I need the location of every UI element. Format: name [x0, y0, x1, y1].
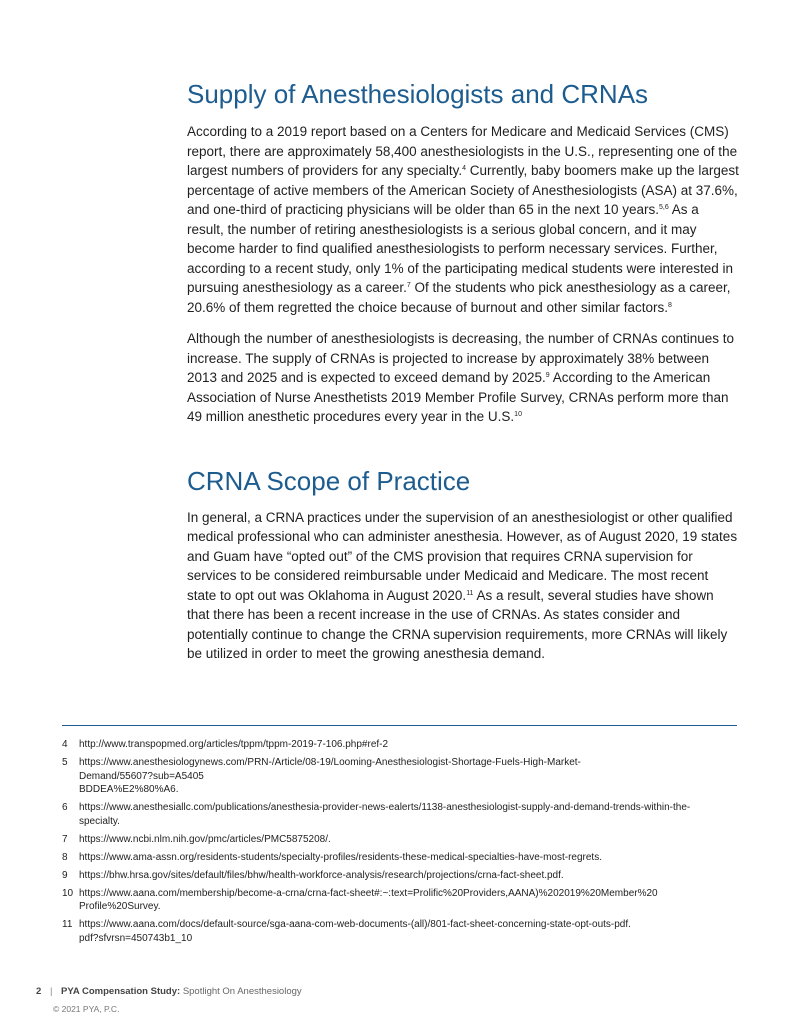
footnote-ref: 7 [406, 282, 411, 289]
footer-separator: | [49, 986, 53, 997]
footnote-ref: 5,6 [659, 204, 669, 211]
paragraph: According to a 2019 report based on a Centers for Medicare and Medicaid Services (CMS) report, there are approximately 58,400 anesthesiologists in the U.S., representing one of the largest numbers of providers for any specialty.$^4$ Currently, baby boomers make up the largest percentage of active members of the American Society of Anesthesiologists (ASA) at 37.6%, and one-third of practicing physicians will be older than 65 in the next 10 years.$^{5,6}$ As a result, the number of retiring anesthesiologists is a serious global concern, and it may become harder to find qualified anesthesiologists to perform necessary services. Further, according to a recent study, only 1% of the participating medical students were interested in pursuing anesthesiology as a career.$^7$ Of the students who pick anesthesiology as a career, 20.6% of them regretted the choice because of burnout and other similar factors.$^8$ [187, 124, 739, 315]
footnote-link[interactable] [79, 869, 737, 883]
paragraph: In general, a CRNA practices under the supervision of an anesthesiologist or other qualified medical professional who can administer anesthesia. However, as of August 2020, 19 states and Guam have “opted out” of the CMS provision that requires CRNA supervision for services to be considered reimbursable under Medicaid and Medicare. The most recent state to opt out was Oklahoma in August 2020.11 As a result, several studies have shown that there has been a recent increase in the use of CRNAs. As states consider and potentially continue to change the CRNA supervision requirements, more CRNAs will likely be utilized in order to meet the growing anesthesia demand. [187, 509, 738, 661]
section-heading-scope: CRNA Scope of Practice [187, 465, 471, 496]
footnote-link[interactable] [79, 801, 737, 828]
footnote-line: https://www.aana.com/docs/default-source/sga-aana-com-web-documents-(all)/801-fact-sheet-concerning-state-opt-outs-pdf. [79, 919, 631, 930]
page-number: 2 [36, 986, 42, 997]
footnote-ref: 8 [668, 301, 672, 309]
footnote-item [62, 833, 737, 847]
footnote-line: specialty. [79, 815, 120, 827]
footnote-line: http://www.transpopmed.org/articles/tppm/tppm-2019-7-106.php#ref-2 [79, 739, 389, 750]
footnote-number: 6 [62, 802, 68, 813]
footnote-ref: 4 [462, 165, 467, 172]
footnote-number: 7 [62, 833, 68, 845]
footnote-number: 4 [62, 739, 68, 750]
footnote-number: 8 [62, 851, 68, 863]
footnote-link[interactable] [79, 756, 737, 797]
footnote-line: pdf?sfvrsn=450743b1_10 [79, 932, 193, 944]
paragraph: Although the number of anesthesiologists is decreasing, the number of CRNAs continues to increase. The supply of CRNAs is projected to increase by approximately 38% between 2013 and 2025 and is expected to exceed demand by 2025.$^9$ According to the American Association of Nurse Anesthetists 2019 Member Profile Survey, CRNAs perform more than 49 million anesthetic procedures every year in the U.S.$^{10}$ [187, 331, 735, 424]
footnote-item [62, 869, 737, 883]
footnote-ref: 10 [514, 411, 522, 418]
footnote-ref: 11 [466, 589, 474, 597]
footnote-item [62, 851, 737, 865]
footnote-line: https://www.aana.com/membership/become-a-crna/crna-fact-sheet#:~:text=Prolific%20Providers,AANA)%202019%20Member%20 [79, 887, 658, 899]
copyright: © 2021 PYA, P.C. [53, 1004, 120, 1014]
footnote-line: https://www.ncbi.nlm.nih.gov/pmc/articles/PMC5875208/. [79, 833, 331, 845]
footnote-line: https://www.anesthesiologynews.com/PRN-/Article/08-19/Looming-Anesthesiologist-Shortage-Fuels-High-Market- [79, 757, 581, 768]
footnote-number: 10 [62, 887, 74, 899]
footnote-line: Demand/55607?sub=A5405 [79, 770, 204, 782]
footnotes-list [62, 738, 737, 950]
footer-study-subtitle: Spotlight On Anesthesiology [182, 986, 302, 997]
footer-study-title: PYA Compensation Study: [61, 986, 181, 997]
footnote-item [62, 738, 737, 752]
footnote-line: https://www.anesthesiallc.com/publications/anesthesia-provider-news-ealerts/1138-anesthesiologist-supply-and-demand-trends-within-the- [79, 802, 691, 813]
footnote-link[interactable] [79, 833, 737, 847]
footnote-line: https://www.ama-assn.org/residents-students/specialty-profiles/residents-these-medical-specialties-have-most-regrets. [79, 851, 602, 863]
footnote-number: 5 [62, 757, 68, 768]
page-footer [36, 985, 302, 998]
footnote-link[interactable] [79, 738, 737, 752]
footnote-ref: 9 [545, 372, 550, 379]
footnote-line: Profile%20Survey. [79, 901, 161, 912]
main-content [187, 78, 739, 676]
footnote-link[interactable] [79, 887, 737, 914]
footnote-link[interactable] [79, 851, 737, 865]
footnote-line: https://bhw.hrsa.gov/sites/default/files/bhw/health-workforce-analysis/research/projections/crna-fact-sheet.pdf. [79, 869, 564, 881]
section-heading-supply: Supply of Anesthesiologists and CRNAs [187, 79, 649, 109]
footnote-line: BDDEA%E2%80%A6. [79, 784, 179, 795]
footnote-number: 9 [62, 869, 68, 881]
footnote-item [62, 801, 737, 828]
footnote-item [62, 756, 737, 797]
footnote-item [62, 887, 737, 914]
footnote-divider [62, 725, 737, 726]
footnote-link[interactable] [79, 918, 737, 945]
footnote-item [62, 918, 737, 945]
footnote-number: 11 [62, 919, 73, 930]
